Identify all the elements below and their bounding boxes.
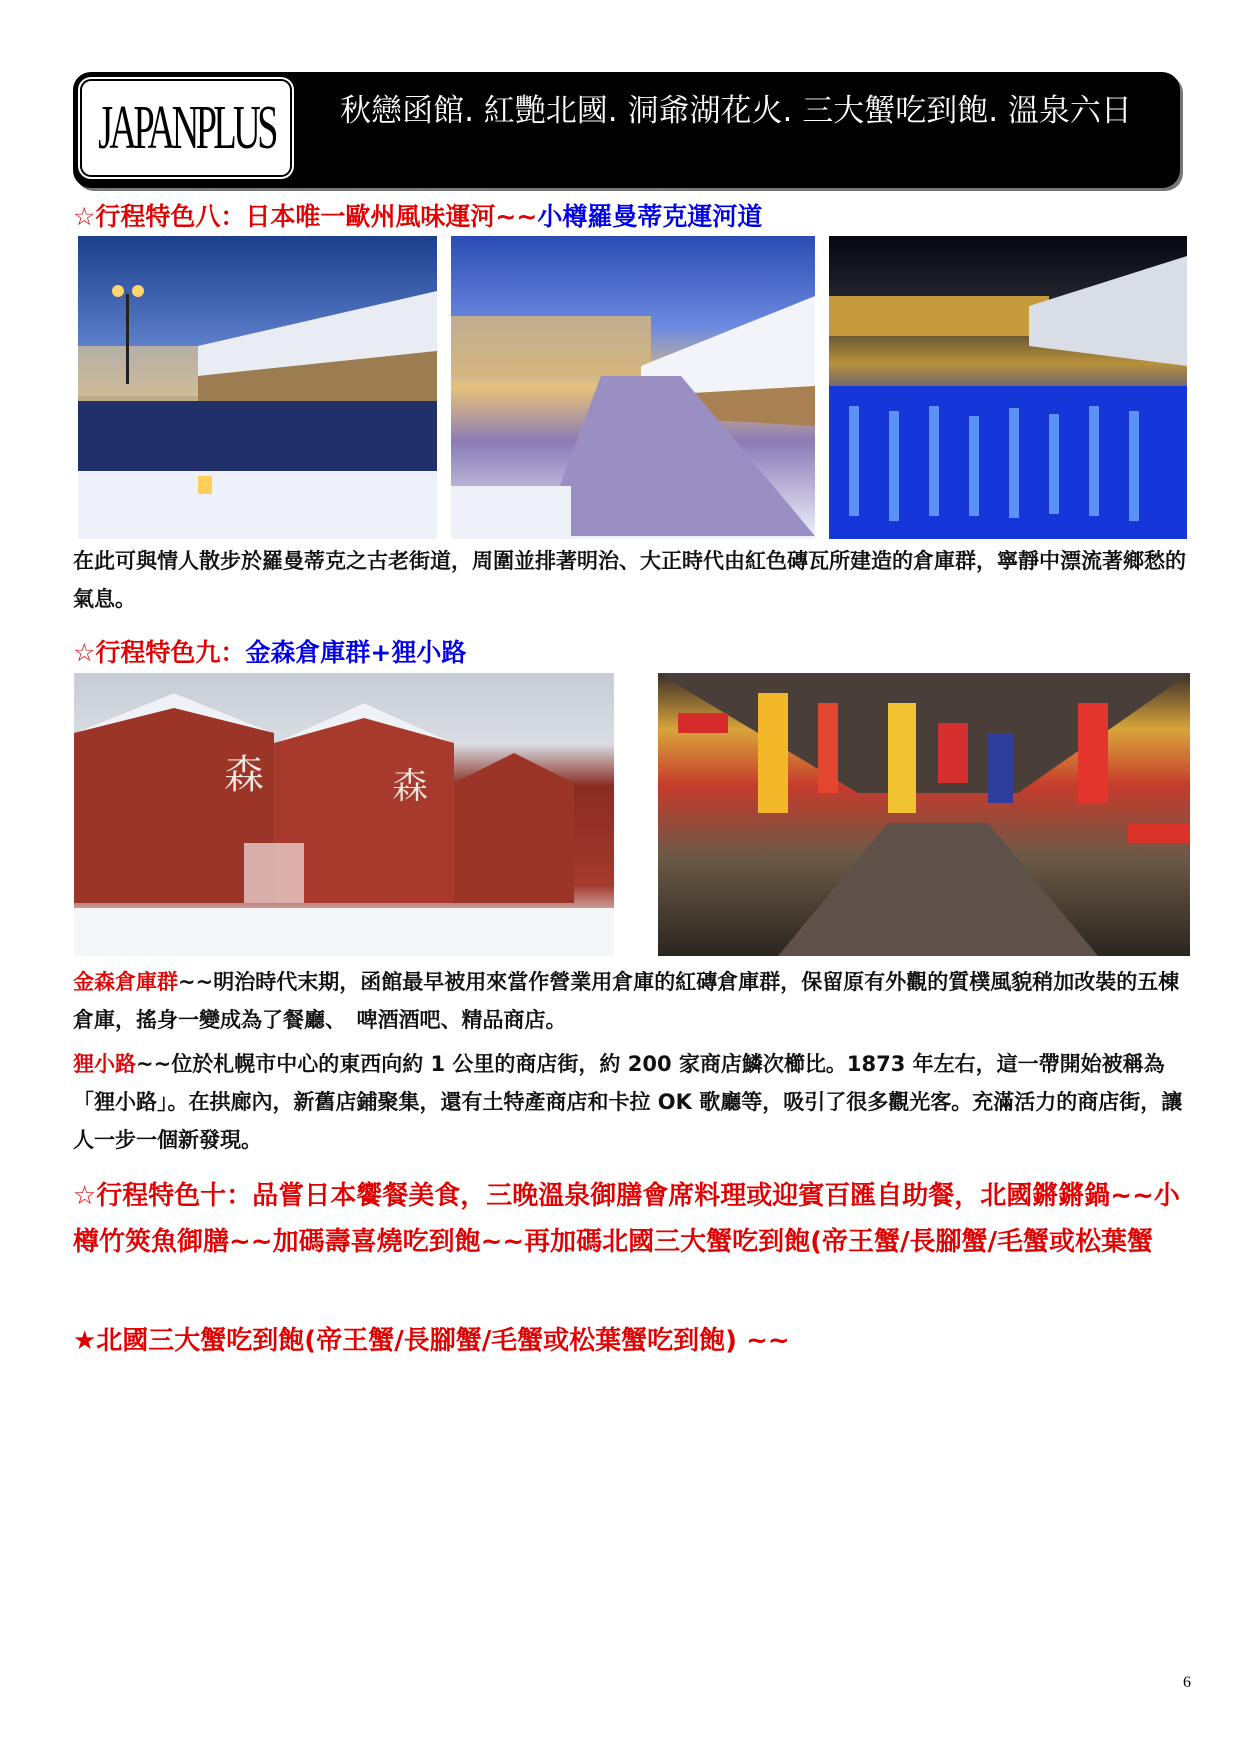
section-9-title-red: ☆行程特色九： [73, 638, 246, 667]
svg-text:森: 森 [392, 766, 429, 807]
section-9-title-blue: 金森倉庫群+狸小路 [245, 638, 467, 667]
page-number: 6 [1183, 1674, 1191, 1691]
section-10-title: ☆行程特色十：品嘗日本饗餐美食，三晚溫泉御膳會席料理或迎賓百匯自助餐，北國鏘鏘鍋~~小樽竹筴魚御膳~~加碼壽喜燒吃到飽~~再加碼北國三大蟹吃到飽(帝王蟹/長腳蟹/毛蟹或松葉蟹 [73, 1181, 1180, 1257]
section-8-description: 在此可與情人散步於羅曼蒂克之古老街道，周圍並排著明治、大正時代由紅色磚瓦所建造的倉庫群，寧靜中漂流著鄉愁的氣息。 [73, 549, 1186, 611]
logo-text: JAPANPLUS [97, 93, 275, 162]
photo-otaru-canal-2 [451, 236, 815, 539]
tanukikoji-text: ~~位於札幌市中心的東西向約 1 公里的商店街，約 200 家商店鱗次櫛比。1873 年左右，這一帶開始被稱為「狸小路」。在拱廊內，新舊店鋪聚集，還有土特產商店和卡拉 OK 歌廳等，吸引了很多觀光客。充滿活力的商店街，讓人一步一個新發現。 [73, 1052, 1183, 1152]
photo-kanemori-warehouse [74, 673, 614, 956]
kanemori-label: 金森倉庫群 [73, 970, 178, 994]
crab-buffet-highlight: ★北國三大蟹吃到飽(帝王蟹/長腳蟹/毛蟹或松葉蟹吃到飽) ~~ [73, 1326, 790, 1356]
tanukikoji-description [73, 1045, 1193, 1159]
section-8-title-blue: 小樽羅曼蒂克運河道 [537, 202, 763, 231]
section-8-title-red: ☆行程特色八：日本唯一歐州風味運河~~ [73, 202, 538, 231]
kanemori-description [73, 963, 1193, 1039]
kanemori-text: ~~明治時代末期，函館最早被用來當作營業用倉庫的紅磚倉庫群，保留原有外觀的質樸風貌稍加改裝的五棟倉庫，搖身一變成為了餐廳、 啤酒酒吧、精品商店。 [73, 970, 1180, 1032]
section-9-title [73, 633, 466, 669]
svg-text:森: 森 [224, 752, 264, 798]
section-8-title [73, 197, 762, 233]
logo [75, 74, 297, 182]
header-banner [73, 72, 1176, 188]
photo-tanukikoji-arcade [658, 673, 1190, 956]
tour-title: 秋戀函館. 紅艷北國. 洞爺湖花火. 三大蟹吃到飽. 溫泉六日 [340, 93, 1132, 129]
photo-otaru-canal-1 [78, 236, 437, 539]
photo-otaru-canal-3 [829, 236, 1187, 539]
tanukikoji-label: 狸小路 [73, 1052, 136, 1076]
